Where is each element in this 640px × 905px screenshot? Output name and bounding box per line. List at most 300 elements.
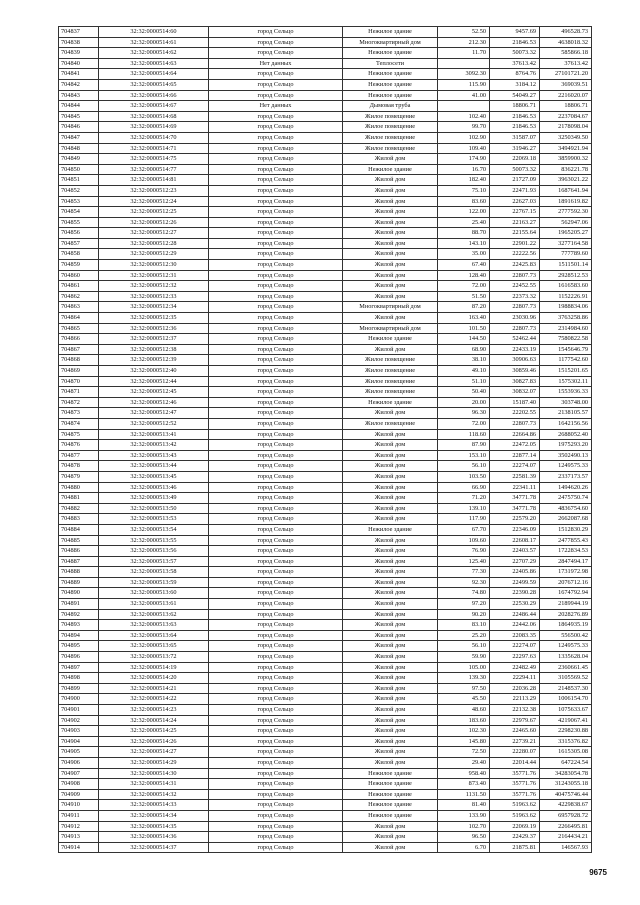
table-cell: город Сельцо (209, 397, 343, 408)
table-cell: 32:32:0000512:29 (99, 249, 209, 260)
table-row (59, 821, 592, 832)
table-cell: 25.40 (438, 217, 490, 228)
table-cell: 1575302.11 (540, 376, 592, 387)
table-cell: 704846 (59, 122, 99, 133)
table-row (59, 270, 592, 281)
table-cell: 32:32:0000513:72 (99, 652, 209, 663)
table-cell: 68.90 (438, 344, 490, 355)
table-cell: Нежилое здание (343, 524, 438, 535)
table-row (59, 461, 592, 472)
table-cell: 22341.11 (490, 482, 540, 493)
table-cell: 6.70 (438, 842, 490, 853)
table-cell: Нежилое здание (343, 90, 438, 101)
table-cell: город Сельцо (209, 207, 343, 218)
table-cell: Жилой дом (343, 440, 438, 451)
table-cell: город Сельцо (209, 683, 343, 694)
table-cell: 32:32:0000514:23 (99, 705, 209, 716)
table-cell: Жилой дом (343, 747, 438, 758)
table-cell: 56.10 (438, 461, 490, 472)
table-cell: город Сельцо (209, 260, 343, 271)
table-cell: город Сельцо (209, 90, 343, 101)
table-cell: 22472.05 (490, 440, 540, 451)
table-cell: 22807.73 (490, 323, 540, 334)
table-cell: город Сельцо (209, 768, 343, 779)
table-cell: 1512830.29 (540, 524, 592, 535)
table-cell: 32:32:0000512:31 (99, 270, 209, 281)
table-cell: 704886 (59, 546, 99, 557)
table-cell: 23030.96 (490, 313, 540, 324)
table-cell: Многоквартирный дом (343, 323, 438, 334)
table-cell: Жилой дом (343, 726, 438, 737)
table-cell: 704901 (59, 705, 99, 716)
table-cell: Нежилое здание (343, 779, 438, 790)
table-row (59, 185, 592, 196)
table-cell: город Сельцо (209, 546, 343, 557)
table-cell: 32:32:0000512:39 (99, 355, 209, 366)
table-cell: 32:32:0000514:32 (99, 789, 209, 800)
table-cell: 32:32:0000513:65 (99, 641, 209, 652)
table-cell: 32:32:0000514:36 (99, 832, 209, 843)
table-cell: 66.90 (438, 482, 490, 493)
table-cell: город Сельцо (209, 418, 343, 429)
table-cell: 125.40 (438, 556, 490, 567)
table-cell: 32:32:0000514:65 (99, 79, 209, 90)
table-cell: 704888 (59, 567, 99, 578)
table-row (59, 228, 592, 239)
table-row (59, 429, 592, 440)
table-row (59, 281, 592, 292)
table-cell: 704857 (59, 238, 99, 249)
table-cell: город Сельцо (209, 175, 343, 186)
table-cell: 2138105.57 (540, 408, 592, 419)
table-cell: 6957928.72 (540, 810, 592, 821)
table-cell: Нежилое здание (343, 789, 438, 800)
table-cell: 32:32:0000512:32 (99, 281, 209, 292)
table-cell: Жилой дом (343, 705, 438, 716)
table-row (59, 164, 592, 175)
table-row (59, 546, 592, 557)
table-cell: 34771.78 (490, 503, 540, 514)
table-cell: 32:32:0000513:49 (99, 493, 209, 504)
table-cell: город Сельцо (209, 842, 343, 853)
table-cell: 1722834.53 (540, 546, 592, 557)
table-cell: Жилой дом (343, 238, 438, 249)
table-row (59, 789, 592, 800)
table-cell: 3502490.13 (540, 450, 592, 461)
table-cell: 139.30 (438, 673, 490, 684)
table-cell: 369039.51 (540, 79, 592, 90)
table-cell: 21846.53 (490, 111, 540, 122)
table-cell: 109.40 (438, 143, 490, 154)
table-cell: 97.50 (438, 683, 490, 694)
table-cell: Жилой дом (343, 291, 438, 302)
table-cell: Жилой дом (343, 715, 438, 726)
table-cell: город Сельцо (209, 493, 343, 504)
table-cell: 32:32:0000512:25 (99, 207, 209, 218)
table-cell: 704885 (59, 535, 99, 546)
table-cell: 32:32:0000514:64 (99, 69, 209, 80)
table-cell: 67.70 (438, 524, 490, 535)
table-row (59, 482, 592, 493)
table-cell: Жилое помещение (343, 122, 438, 133)
table-cell: город Сельцо (209, 630, 343, 641)
table-cell: 22807.73 (490, 270, 540, 281)
table-cell: Жилой дом (343, 344, 438, 355)
table-cell: Жилой дом (343, 175, 438, 186)
table-cell: 704853 (59, 196, 99, 207)
table-cell: город Сельцо (209, 132, 343, 143)
table-cell: 32:32:0000512:36 (99, 323, 209, 334)
table-cell: Жилой дом (343, 641, 438, 652)
table-cell: 704903 (59, 726, 99, 737)
table-cell: Жилое помещение (343, 355, 438, 366)
table-cell: 704866 (59, 334, 99, 345)
table-row (59, 175, 592, 186)
table-cell: город Сельцо (209, 524, 343, 535)
table-row (59, 79, 592, 90)
table-cell: 22979.67 (490, 715, 540, 726)
table-cell: 704867 (59, 344, 99, 355)
table-cell: 67.40 (438, 260, 490, 271)
table-row (59, 154, 592, 165)
table-cell: 50.40 (438, 387, 490, 398)
table-cell: 22465.60 (490, 726, 540, 737)
table-cell: 704845 (59, 111, 99, 122)
table-cell: 41.00 (438, 90, 490, 101)
table-cell: 103.50 (438, 471, 490, 482)
table-cell: 76.90 (438, 546, 490, 557)
table-row (59, 366, 592, 377)
table-row (59, 323, 592, 334)
table-cell: город Сельцо (209, 450, 343, 461)
table-cell: 32:32:0000514:77 (99, 164, 209, 175)
table-cell: 3315376.82 (540, 736, 592, 747)
table-cell: 22901.22 (490, 238, 540, 249)
table-cell: Жилой дом (343, 757, 438, 768)
table-cell: 22739.21 (490, 736, 540, 747)
table-row (59, 291, 592, 302)
table-row (59, 471, 592, 482)
table-cell: 35771.76 (490, 789, 540, 800)
table-cell: 704851 (59, 175, 99, 186)
table-row (59, 673, 592, 684)
table-cell: 22767.15 (490, 207, 540, 218)
table-cell: Жилой дом (343, 832, 438, 843)
table-cell: 29.40 (438, 757, 490, 768)
table-cell: город Сельцо (209, 556, 343, 567)
table-cell: 704855 (59, 217, 99, 228)
table-cell: город Сельцо (209, 662, 343, 673)
table-cell: город Сельцо (209, 577, 343, 588)
table-cell: 3859900.32 (540, 154, 592, 165)
table-cell: город Сельцо (209, 323, 343, 334)
table-cell: город Сельцо (209, 291, 343, 302)
table-cell: 18806.71 (490, 101, 540, 112)
table-cell: 139.10 (438, 503, 490, 514)
table-cell: 174.90 (438, 154, 490, 165)
table-row (59, 800, 592, 811)
table-cell: 704839 (59, 48, 99, 59)
table-cell: Многоквартирный дом (343, 37, 438, 48)
table-cell: 163.40 (438, 313, 490, 324)
table-row (59, 440, 592, 451)
table-cell: город Сельцо (209, 302, 343, 313)
table-body (59, 27, 592, 853)
table-cell: город Сельцо (209, 620, 343, 631)
table-cell: 22807.73 (490, 302, 540, 313)
table-cell: 22581.39 (490, 471, 540, 482)
table-cell: 88.70 (438, 228, 490, 239)
table-row (59, 387, 592, 398)
table-cell: 32:32:0000513:53 (99, 514, 209, 525)
table-cell: город Сельцо (209, 673, 343, 684)
table-cell: Жилое помещение (343, 132, 438, 143)
table-cell: 32:32:0000512:33 (99, 291, 209, 302)
table-cell: 99.70 (438, 122, 490, 133)
table-cell: 72.00 (438, 418, 490, 429)
table-cell: 102.70 (438, 821, 490, 832)
table-cell: 958.40 (438, 768, 490, 779)
table-cell: 32:32:0000514:75 (99, 154, 209, 165)
table-cell: 32:32:0000514:25 (99, 726, 209, 737)
table-cell: 22163.27 (490, 217, 540, 228)
table-cell: Жилой дом (343, 514, 438, 525)
table-cell (438, 58, 490, 69)
table-cell: 7580822.58 (540, 334, 592, 345)
table-cell: 22877.14 (490, 450, 540, 461)
table-row (59, 503, 592, 514)
table-row (59, 344, 592, 355)
table-cell: 40475746.44 (540, 789, 592, 800)
table-cell: город Сельцо (209, 27, 343, 38)
table-cell: 22608.17 (490, 535, 540, 546)
table-cell: 704882 (59, 503, 99, 514)
table-cell: 32:32:0000512:47 (99, 408, 209, 419)
table-cell: Жилой дом (343, 588, 438, 599)
table-cell: 21846.53 (490, 122, 540, 133)
table-cell: 556500.42 (540, 630, 592, 641)
table-cell: Жилой дом (343, 630, 438, 641)
table-row (59, 768, 592, 779)
table-cell: 4229838.67 (540, 800, 592, 811)
table-cell: Жилой дом (343, 535, 438, 546)
table-cell: Нежилое здание (343, 768, 438, 779)
table-cell: 704870 (59, 376, 99, 387)
table-cell: 32:32:0000513:61 (99, 599, 209, 610)
table-cell: 704883 (59, 514, 99, 525)
table-cell: Жилой дом (343, 228, 438, 239)
table-cell: 704844 (59, 101, 99, 112)
table-cell: 83.10 (438, 620, 490, 631)
table-cell: 32:32:0000514:81 (99, 175, 209, 186)
table-cell: 32:32:0000513:56 (99, 546, 209, 557)
table-cell: 51963.62 (490, 810, 540, 821)
table-cell: 1731972.98 (540, 567, 592, 578)
table-cell: 32:32:0000514:61 (99, 37, 209, 48)
table-row (59, 810, 592, 821)
table-cell: 2928512.53 (540, 270, 592, 281)
table-cell: 101.50 (438, 323, 490, 334)
table-cell: город Сельцо (209, 832, 343, 843)
table-cell: 32:32:0000512:23 (99, 185, 209, 196)
table-cell: 496528.73 (540, 27, 592, 38)
table-cell: 2314984.60 (540, 323, 592, 334)
table-cell: 2777592.30 (540, 207, 592, 218)
table-cell: 704879 (59, 471, 99, 482)
table-cell: 32:32:0000512:28 (99, 238, 209, 249)
table-cell: 32:32:0000514:62 (99, 48, 209, 59)
table-cell: 71.20 (438, 493, 490, 504)
table-cell: 32:32:0000513:58 (99, 567, 209, 578)
table-cell: 704889 (59, 577, 99, 588)
table-row (59, 577, 592, 588)
table-cell: Нежилое здание (343, 164, 438, 175)
table-cell: 25.20 (438, 630, 490, 641)
table-cell: 32:32:0000514:70 (99, 132, 209, 143)
table-row (59, 90, 592, 101)
table-row (59, 376, 592, 387)
table-cell: 704872 (59, 397, 99, 408)
table-cell: 1075633.67 (540, 705, 592, 716)
table-cell: 704909 (59, 789, 99, 800)
table-cell: 22486.44 (490, 609, 540, 620)
table-cell: 37613.42 (540, 58, 592, 69)
table-cell: 704877 (59, 450, 99, 461)
table-cell: Нежилое здание (343, 397, 438, 408)
table-cell: 32:32:0000512:34 (99, 302, 209, 313)
table-row (59, 217, 592, 228)
table-cell: 102.30 (438, 726, 490, 737)
table-cell: 873.40 (438, 779, 490, 790)
table-cell: 1988834.06 (540, 302, 592, 313)
table-cell: 1965205.27 (540, 228, 592, 239)
table-cell: 836221.78 (540, 164, 592, 175)
table-cell: 22280.07 (490, 747, 540, 758)
table-cell: 3277164.58 (540, 238, 592, 249)
table-cell: 21846.53 (490, 37, 540, 48)
table-row (59, 238, 592, 249)
table-cell: 704896 (59, 652, 99, 663)
table-row (59, 705, 592, 716)
table-cell: 704854 (59, 207, 99, 218)
table-cell: 704840 (59, 58, 99, 69)
table-cell: 22014.44 (490, 757, 540, 768)
table-cell: 704837 (59, 27, 99, 38)
table-cell: 32:32:0000513:57 (99, 556, 209, 567)
table-cell: 32:32:0000514:35 (99, 821, 209, 832)
table-cell: 22222.56 (490, 249, 540, 260)
table-row (59, 567, 592, 578)
table-cell: 22627.03 (490, 196, 540, 207)
table-cell: город Сельцо (209, 514, 343, 525)
table-cell: 704890 (59, 588, 99, 599)
table-cell: 704859 (59, 260, 99, 271)
table-cell: Жилой дом (343, 567, 438, 578)
table-cell: 32:32:0000512:38 (99, 344, 209, 355)
table-cell: Жилой дом (343, 546, 438, 557)
table-cell: 704893 (59, 620, 99, 631)
table-cell: 97.20 (438, 599, 490, 610)
table-cell: 117.90 (438, 514, 490, 525)
table-cell: Теплосети (343, 58, 438, 69)
table-cell: 704914 (59, 842, 99, 853)
table-cell: 1152226.91 (540, 291, 592, 302)
table-cell: Нежилое здание (343, 48, 438, 59)
table-row (59, 599, 592, 610)
table-cell: 144.50 (438, 334, 490, 345)
table-cell: 704842 (59, 79, 99, 90)
table-cell: 704878 (59, 461, 99, 472)
table-cell: 8764.76 (490, 69, 540, 80)
table-cell: 2337173.57 (540, 471, 592, 482)
table-cell: 32:32:0000514:31 (99, 779, 209, 790)
table-cell: город Сельцо (209, 821, 343, 832)
table-cell: 32:32:0000513:41 (99, 429, 209, 440)
table-cell: Жилой дом (343, 313, 438, 324)
table-cell: 92.30 (438, 577, 490, 588)
table-row (59, 196, 592, 207)
table-cell: 50073.32 (490, 48, 540, 59)
table-cell: 704897 (59, 662, 99, 673)
table-cell: 32:32:0000512:24 (99, 196, 209, 207)
table-cell: 32:32:0000512:27 (99, 228, 209, 239)
table-row (59, 111, 592, 122)
table-cell: город Сельцо (209, 196, 343, 207)
table-cell: Жилой дом (343, 493, 438, 504)
table-row (59, 302, 592, 313)
table-row (59, 493, 592, 504)
table-cell: город Сельцо (209, 715, 343, 726)
table-cell: 704861 (59, 281, 99, 292)
table-cell: 2662087.68 (540, 514, 592, 525)
table-cell: Жилой дом (343, 662, 438, 673)
table-cell: город Сельцо (209, 779, 343, 790)
table-cell: 32:32:0000513:44 (99, 461, 209, 472)
table-row (59, 609, 592, 620)
table-cell: 22083.35 (490, 630, 540, 641)
table-cell: 22373.32 (490, 291, 540, 302)
cadastral-table (58, 26, 592, 853)
table-cell: 38.10 (438, 355, 490, 366)
table-cell: 32:32:0000513:62 (99, 609, 209, 620)
table-cell: 22530.29 (490, 599, 540, 610)
table-cell: 30906.63 (490, 355, 540, 366)
table-row (59, 683, 592, 694)
table-row (59, 747, 592, 758)
table-cell: 22433.19 (490, 344, 540, 355)
table-cell: город Сельцо (209, 503, 343, 514)
table-cell: Жилой дом (343, 450, 438, 461)
table-cell: 32:32:0000514:71 (99, 143, 209, 154)
table-cell: город Сельцо (209, 694, 343, 705)
table-cell: 212.30 (438, 37, 490, 48)
table-cell: Нежилое здание (343, 800, 438, 811)
table-cell: город Сельцо (209, 185, 343, 196)
table-cell: город Сельцо (209, 387, 343, 398)
table-cell: 133.90 (438, 810, 490, 821)
table-cell: 50073.32 (490, 164, 540, 175)
table-cell: 21727.09 (490, 175, 540, 186)
table-cell: 4219067.41 (540, 715, 592, 726)
table-cell: 54049.27 (490, 90, 540, 101)
table-cell: 49.10 (438, 366, 490, 377)
table-cell: 32:32:0000513:59 (99, 577, 209, 588)
table-cell: Жилое помещение (343, 143, 438, 154)
table-cell: 704860 (59, 270, 99, 281)
table-cell: 303748.00 (540, 397, 592, 408)
table-cell: 52462.44 (490, 334, 540, 345)
table-cell: 3250349.50 (540, 132, 592, 143)
